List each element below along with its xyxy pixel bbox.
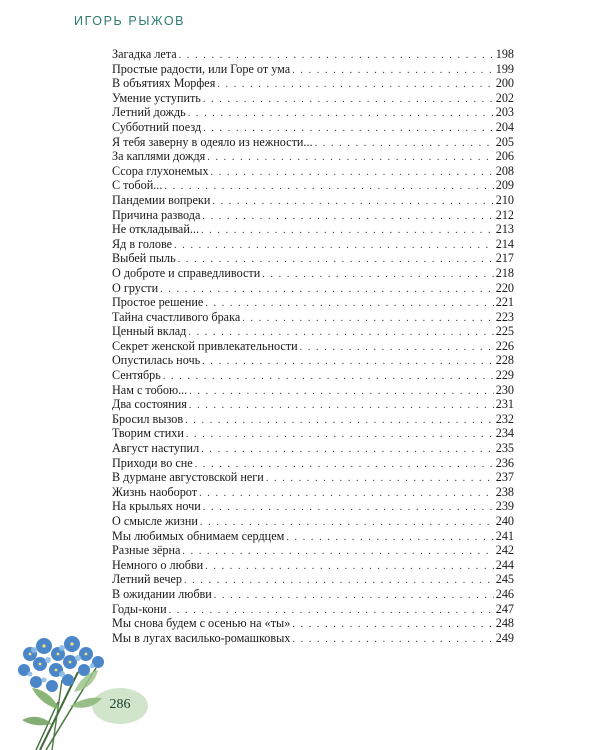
toc-dot-leader bbox=[217, 78, 493, 93]
toc-dot-leader bbox=[286, 531, 493, 546]
toc-dot-leader bbox=[202, 355, 494, 370]
toc-entry-title: Субботний поезд bbox=[112, 119, 202, 134]
toc-entry-page: 210 bbox=[495, 192, 514, 207]
toc-entry bbox=[112, 412, 514, 427]
toc-entry-page: 212 bbox=[495, 207, 514, 222]
toc-entry-page: 229 bbox=[495, 368, 514, 383]
toc-entry-page: 205 bbox=[495, 134, 514, 149]
toc-entry-page: 232 bbox=[495, 411, 514, 426]
toc-dot-leader bbox=[160, 283, 494, 298]
toc-entry bbox=[112, 295, 514, 310]
toc-dot-leader bbox=[202, 210, 493, 225]
toc-entry-page: 214 bbox=[495, 236, 514, 251]
toc-entry-title: Годы-кони bbox=[112, 601, 167, 616]
toc-entry bbox=[112, 91, 514, 106]
toc-entry-page: 248 bbox=[495, 616, 514, 631]
toc-entry bbox=[112, 572, 514, 587]
toc-entry-page: 202 bbox=[495, 90, 514, 105]
toc-dot-leader bbox=[163, 370, 494, 385]
running-head-author: ИГОРЬ РЫЖОВ bbox=[74, 14, 186, 28]
toc-entry-page: 213 bbox=[495, 222, 514, 237]
toc-entry-page: 208 bbox=[495, 163, 514, 178]
toc-entry-page: 223 bbox=[495, 309, 514, 324]
toc-dot-leader bbox=[182, 545, 493, 560]
toc-entry bbox=[112, 587, 514, 602]
toc-dot-leader bbox=[292, 618, 493, 633]
toc-entry-title: Загадка лета bbox=[112, 47, 177, 61]
toc-entry-title: Причина развода bbox=[112, 207, 201, 222]
toc-dot-leader bbox=[207, 151, 493, 166]
toc-entry-title: Немного о любви bbox=[112, 557, 204, 572]
toc-entry-page: 242 bbox=[495, 543, 514, 558]
toc-entry bbox=[112, 237, 514, 252]
toc-entry bbox=[112, 208, 514, 223]
toc-entry-title: В дурмане августовской неги bbox=[112, 470, 264, 485]
toc-entry bbox=[112, 602, 514, 617]
toc-dot-leader bbox=[201, 224, 494, 239]
toc-entry-title: Простые радости, или Горе от ума bbox=[112, 61, 291, 76]
page-number: 286 bbox=[109, 697, 131, 712]
toc-dot-leader bbox=[201, 443, 494, 458]
toc-entry bbox=[112, 120, 514, 135]
toc-dot-leader bbox=[186, 428, 494, 443]
toc-entry-page: 231 bbox=[495, 397, 514, 412]
toc-entry-page: 249 bbox=[495, 630, 514, 645]
toc-entry bbox=[112, 383, 514, 398]
toc-entry-title: Бросил вызов bbox=[112, 411, 184, 426]
toc-dot-leader bbox=[184, 574, 494, 589]
toc-entry-title: Ссора глухонемых bbox=[112, 163, 209, 178]
toc-entry bbox=[112, 62, 514, 77]
toc-entry-title: Выбей пыль bbox=[112, 251, 176, 266]
toc-entry bbox=[112, 178, 514, 193]
toc-entry-title: Два состояния bbox=[112, 397, 187, 412]
toc-entry-page: 221 bbox=[495, 295, 514, 310]
toc-entry-page: 235 bbox=[495, 441, 514, 456]
toc-dot-leader bbox=[212, 195, 493, 210]
toc-entry-page: 200 bbox=[495, 76, 514, 91]
toc-dot-leader bbox=[164, 180, 493, 195]
toc-dot-leader bbox=[205, 297, 493, 312]
toc-entry bbox=[112, 105, 514, 120]
toc-entry bbox=[112, 266, 514, 281]
toc-entry-title: С тобой... bbox=[112, 178, 163, 193]
toc-entry-page: 228 bbox=[495, 353, 514, 368]
toc-entry-page: 238 bbox=[495, 484, 514, 499]
toc-dot-leader bbox=[203, 501, 494, 516]
toc-entry-page: 220 bbox=[495, 280, 514, 295]
toc-entry bbox=[112, 339, 514, 354]
toc-entry-page: 218 bbox=[495, 265, 514, 280]
toc-entry-title: Мы в лугах василько-ромашковых bbox=[112, 630, 291, 645]
toc-entry-title: Творим стихи bbox=[112, 426, 184, 441]
toc-dot-leader bbox=[188, 107, 494, 122]
toc-entry-page: 199 bbox=[495, 61, 514, 76]
toc-entry bbox=[112, 456, 514, 471]
toc-entry bbox=[112, 281, 514, 296]
toc-dot-leader bbox=[189, 399, 494, 414]
toc-entry-title: Приходи во сне bbox=[112, 455, 193, 470]
toc-entry bbox=[112, 353, 514, 368]
toc-entry bbox=[112, 368, 514, 383]
toc-entry-title: Пандемии вопреки bbox=[112, 192, 211, 207]
toc-entry-title: О доброте и справедливости bbox=[112, 265, 261, 280]
toc-entry-title: Тайна счастливого брака bbox=[112, 309, 241, 324]
toc-entry bbox=[112, 164, 514, 179]
toc-dot-leader bbox=[199, 487, 494, 502]
toc-entry bbox=[112, 193, 514, 208]
toc-dot-leader bbox=[292, 633, 493, 648]
toc-entry bbox=[112, 529, 514, 544]
toc-entry-page: 247 bbox=[495, 601, 514, 616]
toc-entry-page: 206 bbox=[495, 149, 514, 164]
toc-entry-title: Умение уступить bbox=[112, 90, 201, 105]
toc-dot-leader bbox=[315, 137, 494, 152]
toc-entry bbox=[112, 310, 514, 325]
toc-entry-page: 217 bbox=[495, 251, 514, 266]
toc-entry-title: О грусти bbox=[112, 280, 159, 295]
toc-entry bbox=[112, 149, 514, 164]
table-of-contents bbox=[112, 47, 514, 645]
toc-entry bbox=[112, 47, 514, 62]
toc-dot-leader bbox=[266, 472, 494, 487]
toc-entry bbox=[112, 251, 514, 266]
toc-entry-page: 230 bbox=[495, 382, 514, 397]
toc-entry bbox=[112, 558, 514, 573]
toc-entry-title: Ценный вклад bbox=[112, 324, 187, 339]
toc-entry-title: Я тебя заверну в одеяло из нежности... bbox=[112, 134, 313, 149]
toc-dot-leader bbox=[292, 64, 494, 79]
toc-entry-title: Простое решение bbox=[112, 295, 204, 310]
toc-dot-leader bbox=[262, 268, 493, 283]
toc-dot-leader bbox=[203, 93, 494, 108]
toc-dot-leader bbox=[205, 560, 494, 575]
toc-entry bbox=[112, 222, 514, 237]
toc-entry bbox=[112, 397, 514, 412]
toc-entry bbox=[112, 135, 514, 150]
toc-entry-title: Опустилась ночь bbox=[112, 353, 201, 368]
toc-entry-page: 239 bbox=[495, 499, 514, 514]
toc-dot-leader bbox=[300, 341, 494, 356]
toc-entry bbox=[112, 426, 514, 441]
toc-entry-title: В объятиях Морфея bbox=[112, 76, 216, 91]
toc-entry-page: 198 bbox=[495, 47, 514, 61]
toc-entry-page: 234 bbox=[495, 426, 514, 441]
toc-entry-title: Летний вечер bbox=[112, 572, 182, 587]
toc-entry bbox=[112, 616, 514, 631]
toc-entry-page: 241 bbox=[495, 528, 514, 543]
toc-entry-page: 204 bbox=[495, 119, 514, 134]
toc-entry-title: Секрет женской привлекательности bbox=[112, 338, 298, 353]
toc-entry-title: Не откладывай... bbox=[112, 222, 199, 237]
toc-entry-title: Яд в голове bbox=[112, 236, 173, 251]
toc-entry-page: 225 bbox=[495, 324, 514, 339]
toc-entry-title: Летний дождь bbox=[112, 105, 186, 120]
toc-entry-page: 236 bbox=[495, 455, 514, 470]
toc-entry-title: За каплями дождя bbox=[112, 149, 206, 164]
toc-entry bbox=[112, 441, 514, 456]
toc-entry bbox=[112, 470, 514, 485]
toc-entry-title: Разные зёрна bbox=[112, 543, 181, 558]
toc-entry-title: Сентябрь bbox=[112, 368, 161, 383]
toc-entry-title: В ожидании любви bbox=[112, 586, 212, 601]
toc-entry-page: 237 bbox=[495, 470, 514, 485]
forget-me-not-bouquet-icon bbox=[0, 632, 150, 750]
toc-dot-leader bbox=[189, 385, 493, 400]
toc-dot-leader bbox=[174, 239, 494, 254]
toc-entry-page: 245 bbox=[495, 572, 514, 587]
toc-entry-page: 244 bbox=[495, 557, 514, 572]
toc-dot-leader bbox=[185, 414, 494, 429]
toc-entry bbox=[112, 324, 514, 339]
toc-entry-title: Жизнь наоборот bbox=[112, 484, 198, 499]
toc-entry-title: Мы снова будем с осенью на «ты» bbox=[112, 616, 291, 631]
toc-entry-page: 240 bbox=[495, 514, 514, 528]
toc-entry-title: О смысле жизни bbox=[112, 514, 198, 528]
toc-dot-leader bbox=[242, 312, 493, 327]
toc-entry bbox=[112, 514, 514, 529]
toc-entry-page: 246 bbox=[495, 586, 514, 601]
toc-entry bbox=[112, 485, 514, 500]
toc-entry bbox=[112, 499, 514, 514]
toc-dot-leader bbox=[214, 589, 494, 604]
toc-entry-title: На крыльях ночи bbox=[112, 499, 201, 514]
toc-entry-title: Август наступил bbox=[112, 441, 200, 456]
toc-entry-page: 209 bbox=[495, 178, 514, 193]
toc-entry-page: 203 bbox=[495, 105, 514, 120]
toc-entry bbox=[112, 543, 514, 558]
toc-entry-title: Мы любимых обнимаем сердцем bbox=[112, 528, 285, 543]
toc-entry-page: 226 bbox=[495, 338, 514, 353]
toc-entry bbox=[112, 76, 514, 91]
toc-dot-leader bbox=[211, 166, 494, 181]
toc-entry-title: Нам с тобою... bbox=[112, 382, 188, 397]
toc-entry bbox=[112, 631, 514, 646]
